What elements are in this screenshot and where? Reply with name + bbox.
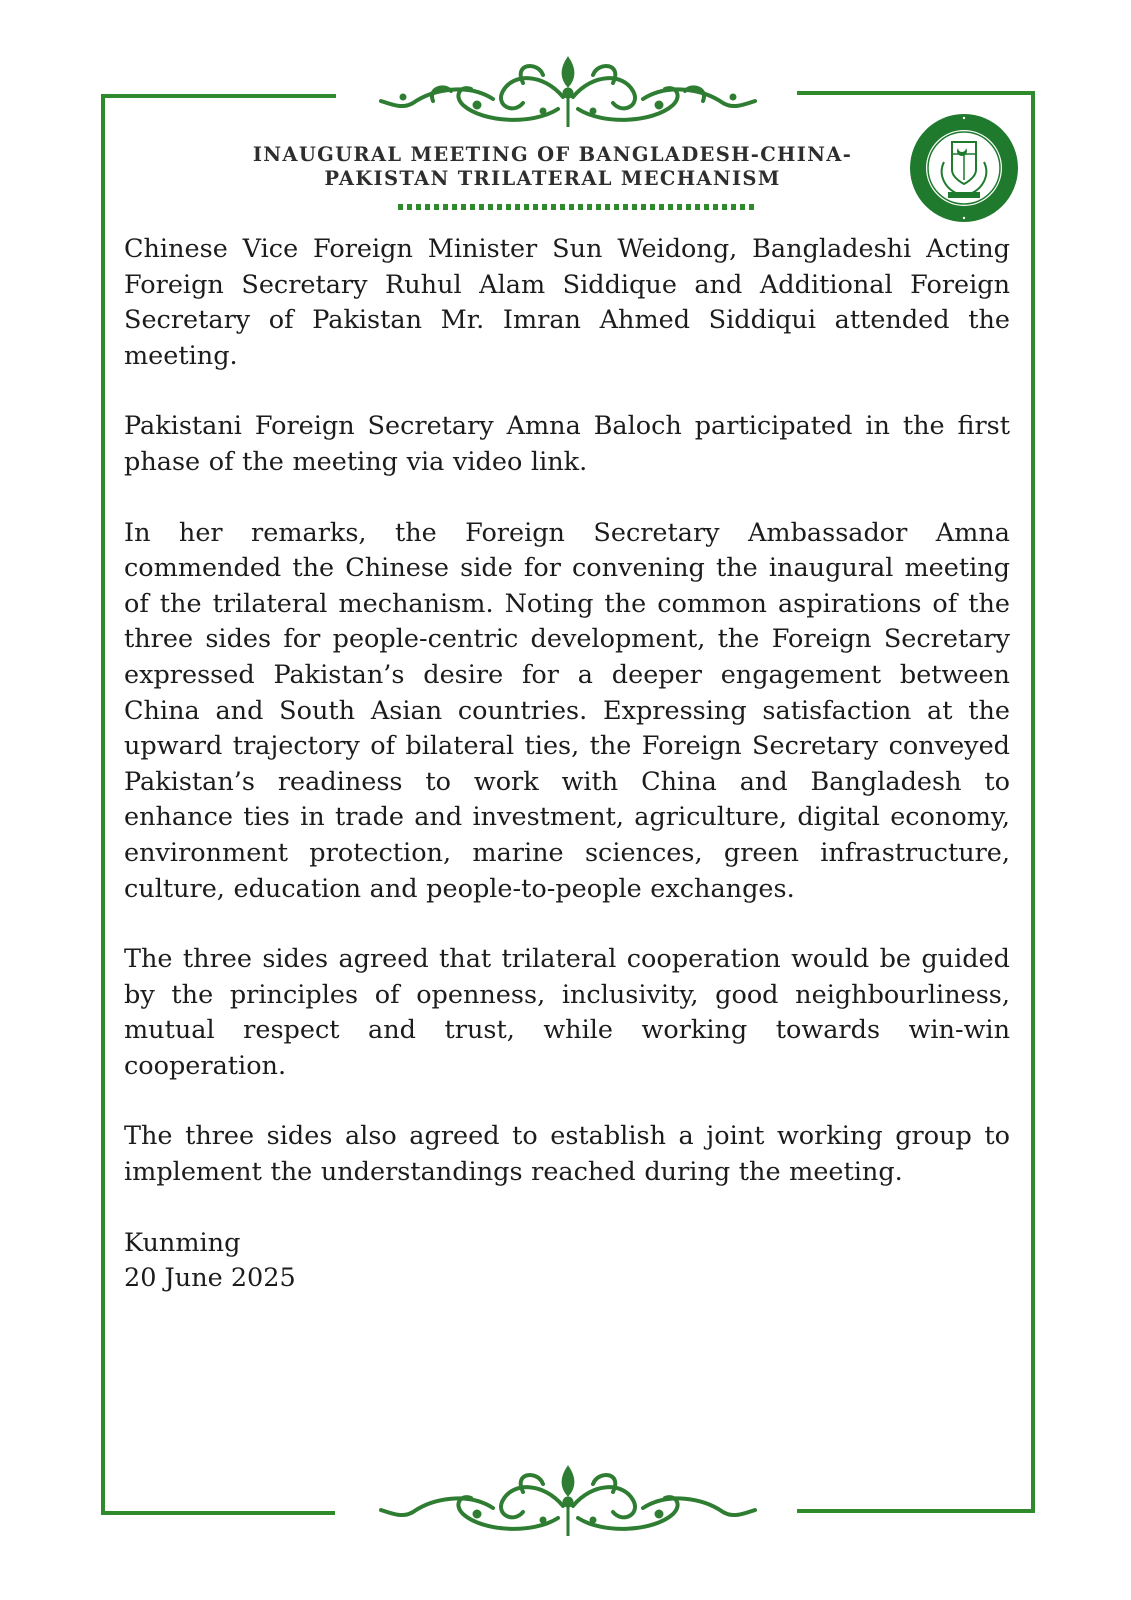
signoff bbox=[124, 1226, 1010, 1297]
paragraph-remarks: In her remarks, the Foreign Secretary Ambassador Amna commended the Chinese side for convening the inaugural meeting of the trilateral mechanism. Noting the common aspirations of the three sides for people-centric development, the Foreign Secretary expressed Pakistan’s desire for a deeper engagement between China and South Asian countries. Expressing satisfaction at the upward trajectory of bilateral ties, the Foreign Secretary conveyed Pakistan’s readiness to work with China and Bangladesh to enhance ties in trade and investment, agriculture, digital economy, environment protection, marine sciences, green infrastructure, culture, education and people-to-people exchanges. bbox=[124, 517, 1010, 904]
bottom-ornament-icon bbox=[373, 1462, 763, 1542]
document-title bbox=[230, 143, 875, 191]
paragraph-video-link: Pakistani Foreign Secretary Amna Baloch participated in the first phase of the meeting via video link. bbox=[124, 411, 1010, 477]
title-line-1: INAUGURAL MEETING OF BANGLADESH-CHINA- bbox=[252, 143, 853, 166]
top-ornament-icon bbox=[373, 53, 763, 133]
date-line: 20 June 2025 bbox=[124, 1263, 296, 1294]
title-line-2: PAKISTAN TRILATERAL MECHANISM bbox=[324, 167, 781, 190]
paragraph-attendees: Chinese Vice Foreign Minister Sun Weidong, Bangladeshi Acting Foreign Secretary Ruhul Alam Siddique and Additional Foreign Secretary of Pakistan Mr. Imran Ahmed Siddiqui attended the meeting. bbox=[124, 234, 1010, 371]
paragraph-principles: The three sides agreed that trilateral cooperation would be guided by the principles of openness, inclusivity, good neighbourliness, mutual respect and trust, while working towards win-win cooperation. bbox=[124, 944, 1010, 1081]
ministry-emblem-icon bbox=[908, 112, 1020, 224]
dotted-divider bbox=[396, 203, 760, 211]
press-release-body bbox=[124, 232, 1010, 1297]
paragraph-working-group: The three sides also agreed to establish a joint working group to implement the understandings reached during the meeting. bbox=[124, 1121, 1010, 1188]
place-line: Kunming bbox=[124, 1227, 241, 1258]
